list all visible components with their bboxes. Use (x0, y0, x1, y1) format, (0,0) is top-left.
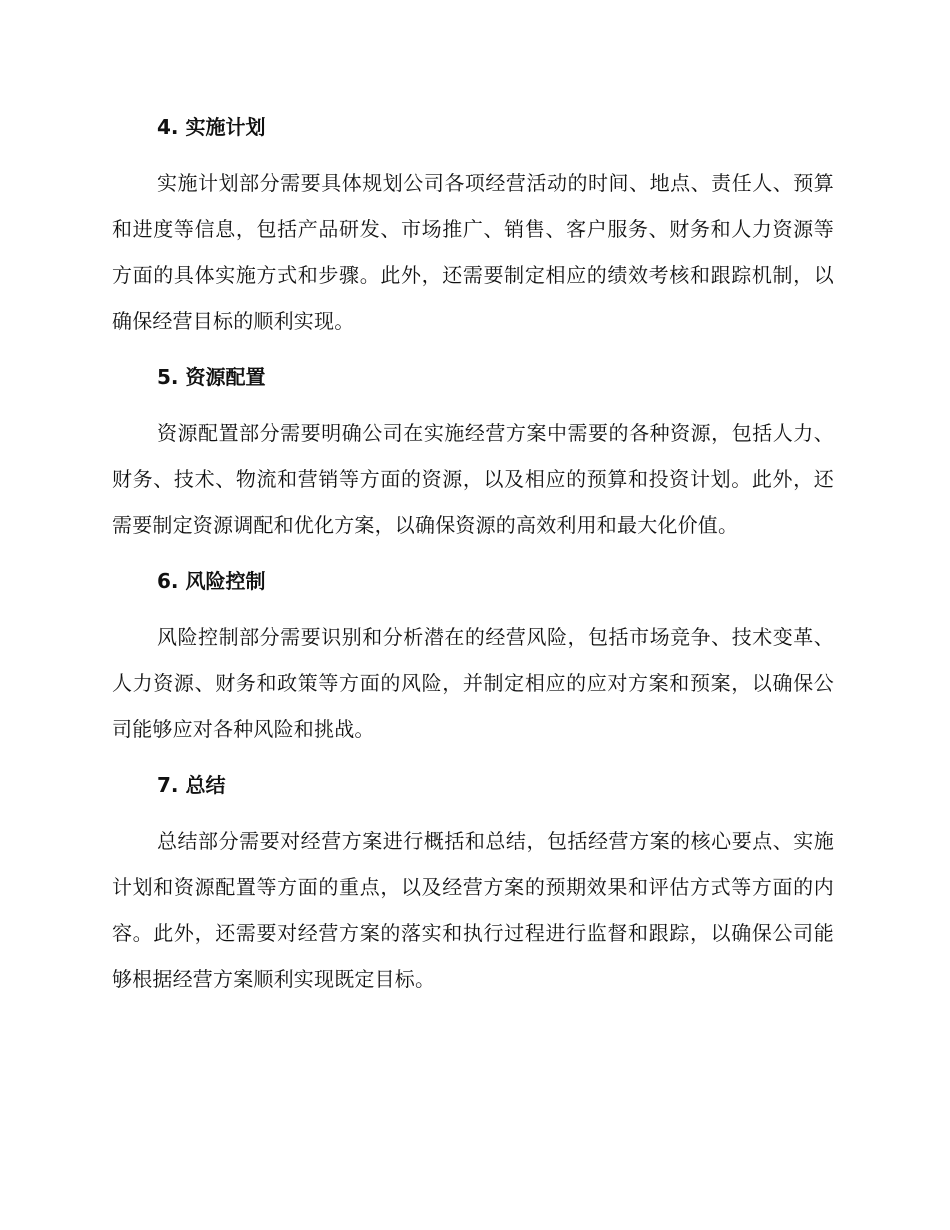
section-heading-resource-allocation: 5. 资源配置 (157, 365, 266, 389)
section-body-summary: 总结部分需要对经营方案进行概括和总结，包括经营方案的核心要点、实施计划和资源配置等方面的重点，以及经营方案的预期效果和评估方式等方面的内容。此外，还需要对经营方案的落实和执行过程进行监督和跟踪，以确保公司能够根据经营方案顺利实现既定目标。 (112, 829, 834, 991)
section-body-risk-control: 风险控制部分需要识别和分析潜在的经营风险，包括市场竞争、技术变革、人力资源、财务和政策等方面的风险，并制定相应的应对方案和预案，以确保公司能够应对各种风险和挑战。 (112, 625, 834, 741)
section-heading-risk-control: 6. 风险控制 (157, 569, 266, 593)
section-heading-implementation-plan: 4. 实施计划 (157, 115, 266, 139)
section-heading-summary: 7. 总结 (157, 773, 226, 797)
section-body-implementation-plan: 实施计划部分需要具体规划公司各项经营活动的时间、地点、责任人、预算和进度等信息，包括产品研发、市场推广、销售、客户服务、财务和人力资源等方面的具体实施方式和步骤。此外，还需要制定相应的绩效考核和跟踪机制，以确保经营目标的顺利实现。 (112, 171, 834, 333)
document-content (112, 112, 834, 1002)
section-body-resource-allocation: 资源配置部分需要明确公司在实施经营方案中需要的各种资源，包括人力、财务、技术、物流和营销等方面的资源，以及相应的预算和投资计划。此外，还需要制定资源调配和优化方案，以确保资源的高效利用和最大化价值。 (112, 421, 834, 537)
